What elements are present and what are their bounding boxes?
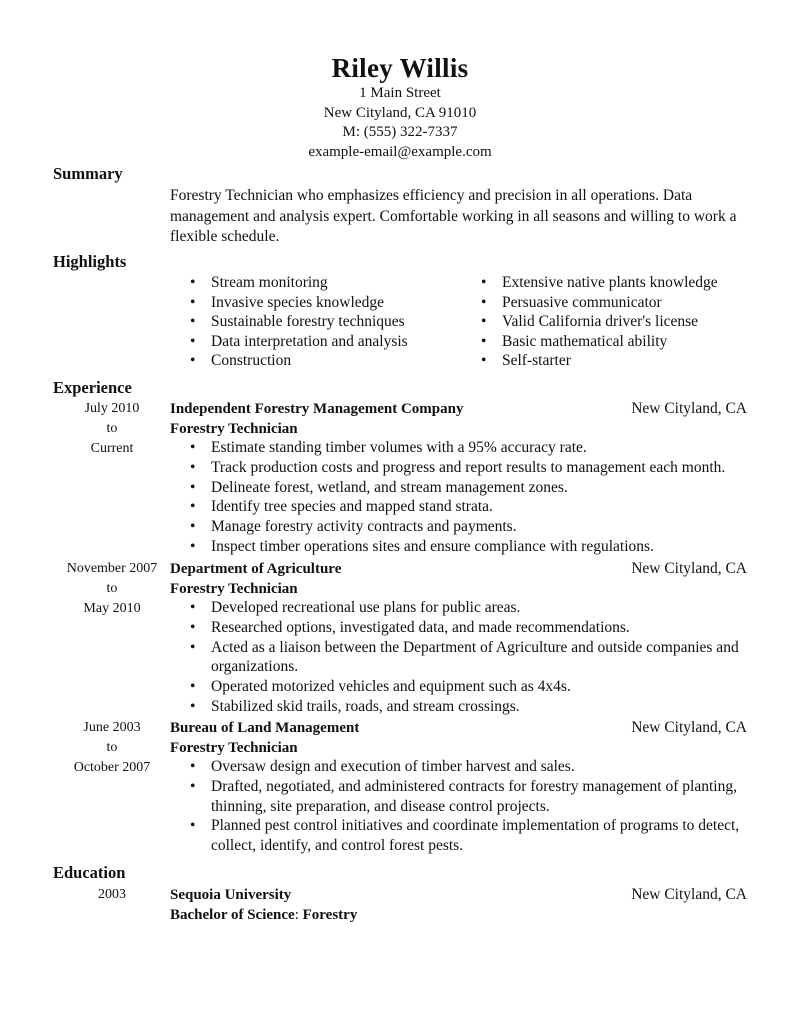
job-duties (190, 438, 760, 557)
duty-item: • Manage forestry activity contracts and payments. (190, 517, 760, 537)
job-date-to: to (106, 740, 118, 755)
job-end-date: October 2007 (73, 760, 151, 775)
job-date-to: to (106, 421, 118, 436)
job-start-date: June 2003 (83, 720, 141, 735)
highlight-item: • Self-starter (481, 351, 718, 371)
job-dates (53, 559, 171, 619)
education-heading: Education (53, 863, 126, 882)
highlight-item: • Construction (190, 351, 408, 371)
job-duties (190, 598, 760, 717)
job-location: New Cityland, CA (631, 560, 747, 577)
highlights-right-list (481, 273, 718, 371)
summary-text: Forestry Technician who emphasizes efficiency and precision in all operations. Data management and analysis expert. Comfortable working in all seasons and willing to work a flexible schedule. (170, 187, 737, 245)
email-address: example-email@example.com (308, 143, 492, 160)
job-title: Forestry Technician (170, 739, 298, 756)
job-date-to: to (106, 581, 118, 596)
job-location: New Cityland, CA (631, 400, 747, 417)
duty-item: • Identify tree species and mapped stand strata. (190, 497, 760, 517)
duty-item: • Planned pest control initiatives and coordinate implementation of programs to detect, collect, identify, and control forest pests. (190, 816, 760, 856)
duty-item: • Acted as a liaison between the Department of Agriculture and outside companies and organizations. (190, 638, 760, 678)
job-company: Independent Forestry Management Company (170, 401, 464, 417)
job-start-date: November 2007 (66, 561, 158, 576)
duty-item: • Developed recreational use plans for public areas. (190, 598, 760, 618)
duty-item: • Stabilized skid trails, roads, and stream crossings. (190, 697, 760, 717)
duty-item: • Track production costs and progress and report results to management each month. (190, 458, 760, 478)
job-start-date: July 2010 (84, 401, 140, 416)
education-school: Sequoia University (170, 887, 292, 903)
candidate-name: Riley Willis (331, 53, 469, 83)
phone-number: M: (555) 322-7337 (342, 124, 458, 140)
job-dates (53, 718, 171, 778)
summary-heading: Summary (53, 164, 123, 183)
duty-item: • Oversaw design and execution of timber harvest and sales. (190, 757, 760, 777)
job-duties (190, 757, 760, 856)
resume-header (0, 52, 800, 162)
duty-item: • Operated motorized vehicles and equipment such as 4x4s. (190, 677, 760, 697)
duty-item: • Researched options, investigated data, and made recommendations. (190, 618, 760, 638)
highlights-heading: Highlights (53, 252, 127, 271)
education-degree-line (170, 905, 357, 925)
job-title: Forestry Technician (170, 420, 298, 437)
duty-item: • Estimate standing timber volumes with a 95% accuracy rate. (190, 438, 760, 458)
highlight-item: • Valid California driver's license (481, 312, 718, 332)
job-company: Bureau of Land Management (170, 720, 360, 736)
education-year: 2003 (98, 887, 126, 902)
job-company: Department of Agriculture (170, 561, 342, 577)
highlight-item: • Stream monitoring (190, 273, 408, 293)
highlights-left-list (190, 273, 408, 371)
highlight-item: • Persuasive communicator (481, 293, 718, 313)
job-end-date: May 2010 (83, 601, 141, 616)
education-location: New Cityland, CA (631, 886, 747, 903)
highlight-item: • Sustainable forestry techniques (190, 312, 408, 332)
address-street: 1 Main Street (359, 85, 441, 101)
duty-item: • Drafted, negotiated, and administered contracts for forestry management of planting, thinning, site preparation, and disease control projects. (190, 777, 760, 817)
education-field: Forestry (302, 906, 358, 923)
highlight-item: • Data interpretation and analysis (190, 332, 408, 352)
highlight-item: • Invasive species knowledge (190, 293, 408, 313)
experience-heading: Experience (53, 378, 132, 397)
job-end-date: Current (90, 441, 134, 456)
address-city: New Cityland, CA 91010 (323, 104, 477, 121)
job-dates (53, 399, 171, 459)
highlight-item: • Extensive native plants knowledge (481, 273, 718, 293)
duty-item: • Delineate forest, wetland, and stream management zones. (190, 478, 760, 498)
job-title: Forestry Technician (170, 580, 298, 597)
job-location: New Cityland, CA (631, 719, 747, 736)
highlight-item: • Basic mathematical ability (481, 332, 718, 352)
duty-item: • Inspect timber operations sites and ensure compliance with regulations. (190, 537, 760, 557)
education-degree: Bachelor of Science (170, 906, 295, 923)
education-separator: : (294, 906, 299, 923)
